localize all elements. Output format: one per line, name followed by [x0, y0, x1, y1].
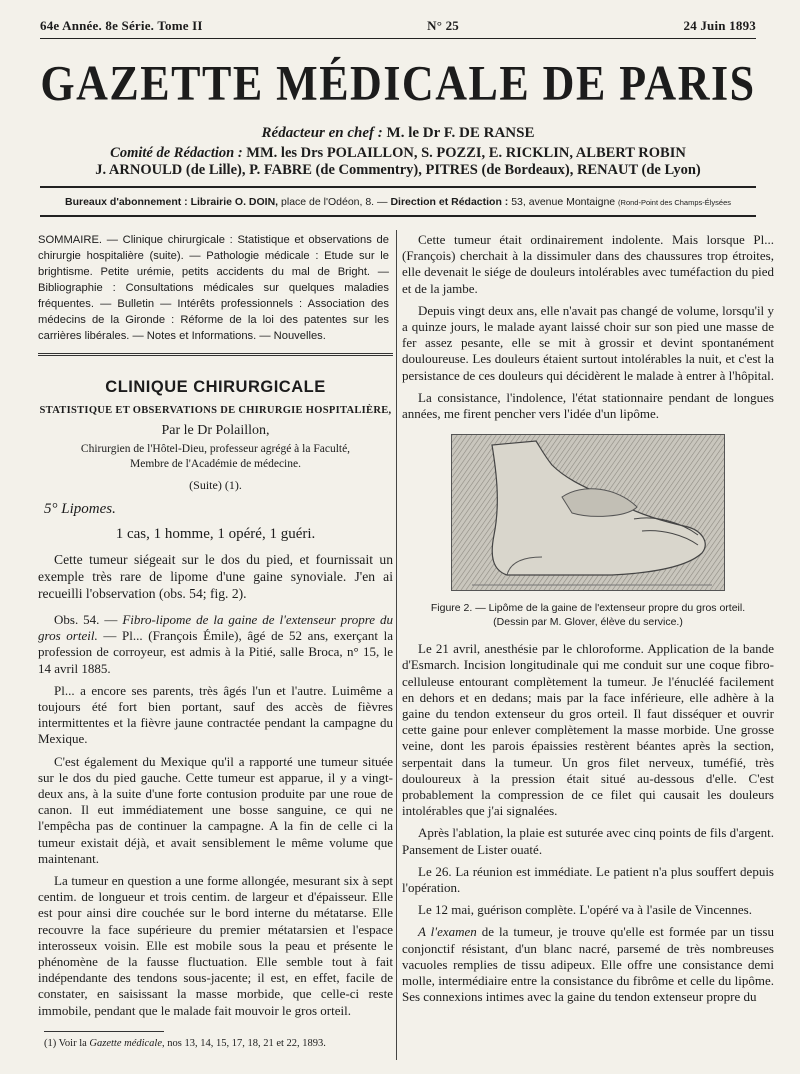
editor-label: Rédacteur en chef :	[261, 125, 383, 141]
paragraph-rest: de la tumeur, je trouve qu'elle est formée par un tissu conjonctif résistant, d'un blanc nacré, parsemé de très nombreuses vacuoles remplies de tissu adipeux. Elle offre une consistance demi molle, intermédiaire entre la consistance du fibrôme et celle du lipôme. Ses connexions intimes avec la gaine du tendon extenseur propre du	[402, 924, 774, 1005]
footnote-rule	[44, 1031, 164, 1032]
committee-label: Comité de Rédaction :	[110, 145, 243, 161]
observation-heading	[38, 612, 393, 677]
observation-text: — Pl... (François Émile), âgé de 52 ans, exerçant la profession de corroyeur, est admis à la Pitié, salle Broca, n° 15, le 14 avril 1885.	[38, 628, 393, 676]
figure-caption-line-2: (Dessin par M. Glover, élève du service.)	[493, 616, 683, 629]
paragraph: Cette tumeur était ordinairement indolente. Mais lorsque Pl... (François) cherchait à la dissimuler dans des chaussures trop étroites, elle devenait le siége de douleurs intolérables avec tuméfaction du pied et de la jambe.	[402, 232, 774, 296]
summary-rule-2	[38, 355, 393, 356]
subsection-heading	[38, 501, 393, 518]
article-title: STATISTIQUE ET OBSERVATIONS DE CHIRURGIE HOSPITALIÈRE,	[39, 405, 392, 416]
issue-date: 24 Juin 1893	[683, 18, 756, 33]
right-body	[402, 641, 774, 1005]
paragraph: Depuis vingt deux ans, elle n'avait pas changé de volume, lorsqu'il y a quinze jours, le malade ayant laissé choir sur son pied une masse de fer assez pesante, elle se mit à grossir et devint spontanément douloureuse. Les douleurs étaient surtout intolérables la nuit, et c'est la persistance de ces douleurs qui décidèrent le malade à entrer à l'hôpital.	[402, 302, 774, 383]
summary-rule	[38, 353, 393, 354]
bureaux-direction: Direction et Rédaction :	[390, 196, 509, 208]
left-body	[38, 551, 393, 1019]
left-column	[38, 232, 393, 1050]
paragraph: Le 12 mai, guérison complète. L'opéré va à l'asile de Vincennes.	[418, 902, 752, 918]
section-title: CLINIQUE CHIRURGICALE	[105, 378, 326, 396]
observation-label: Obs. 54. —	[54, 612, 118, 627]
bureaux-avenue: 53, avenue Montaigne	[508, 196, 619, 208]
issue-number: N° 25	[427, 18, 460, 33]
figure-caption-line-1: Figure 2. — Lipôme de la gaine de l'extenseur propre du gros orteil.	[430, 602, 746, 615]
summary-box: SOMMAIRE. — Clinique chirurgicale : Statistique et observations de chirurgie hospitalière (suite). — Pathologie médicale : Etude sur le brightisme. Petite urémie, petits accidents du mal de Bright. — Bibliographie : Consultations médicales sur quelques maladies fréquentes. — Bulletin — Intérêts professionnels : Association des médecins de la Gironde : Réforme de la loi des patentes sur les carrières libérales. — Notes et Informations. — Nouvelles.	[38, 234, 389, 342]
footnote-prefix: (1) Voir la	[44, 1037, 90, 1049]
foot-illustration	[451, 434, 725, 591]
intro-paragraph: Cette tumeur siégeait sur le dos du pied, et fournissait un exemple très rare de lipome d'une gaine synoviale. J'en ai recueilli l'observation (obs. 54; fig. 2).	[38, 552, 393, 601]
paragraph: La tumeur en question a une forme allongée, mesurant six à sept centim. de longueur et trois centim. de largeur et d'épaisseur. Elle est pour ainsi dire couchée sur le bord interne du métatarse. Elle recouvre la face supérieure du premier métatarsien et l'espace interosseux voisin. Elle est mobile sous la peau et présente le phénomène de la fausse fluctuation. Elle semble tout à fait indépendante des tendons sous-jacente; il est, en effet, facile de constater, en saisissant la masse morbide, que celle-ci reste immobile, pendant que le malade fait mouvoir le gros orteil.	[38, 873, 393, 1018]
footnote-issues: , nos 13, 14, 15, 17, 18, 21 et 22, 1893.	[162, 1037, 326, 1049]
figure-caption	[402, 601, 774, 629]
footnote-journal: Gazette médicale	[89, 1037, 163, 1049]
paragraph: Après l'ablation, la plaie est suturée avec cinq points de fils d'argent. Pansement de Lister ouaté.	[402, 825, 774, 857]
bureaux-rule	[40, 215, 756, 217]
case-stats: 1 cas, 1 homme, 1 opéré, 1 guéri.	[115, 526, 316, 542]
paragraph-lead: A l'examen	[418, 924, 477, 940]
bureaux-address: place de l'Odéon, 8. —	[278, 196, 391, 208]
bureaux-line	[40, 196, 756, 208]
header-rule	[40, 38, 756, 39]
paragraph: Le 21 avril, anesthésie par le chloroforme. Application de la bande d'Esmarch. Incision longitudinale qui me conduit sur une coque fibro-celluleuse entourant complètement la tumeur. Je l'énucléé facilement en dehors et en dedans; mais par la face inférieure, elle adhère à la gaine du tendon extenseur du gros orteil. Il faut disséquer et ouvrir cette gaine pour enlever complètement la masse morbide. Une grosse veine, dont les parois épaissies restèrent béantes après la section, serpentait dans la tumeur. Un gros filet nerveux, tuméfié, très douloureux à la pression était situé au-dessous d'elle. C'est probablement la compression de ce filet qui causait les douleurs intolérables que j'ai signalées.	[402, 641, 774, 819]
committee-members-1: MM. les Drs POLAILLON, S. POZZI, E. RICKLIN, ALBERT ROBIN	[246, 145, 686, 161]
committee-line-2: J. ARNOULD (de Lille), P. FABRE (de Commentry), PITRES (de Bordeaux), RENAUT (de Lyon)	[95, 162, 701, 178]
footnote	[38, 1037, 393, 1050]
paragraph: Le 26. La réunion est immédiate. Le patient n'a plus souffert depuis l'opération.	[402, 863, 774, 896]
foot-drawing	[452, 435, 725, 591]
suite-note: (Suite) (1).	[189, 478, 242, 492]
issue-line	[40, 18, 756, 34]
issue-volume: 64e Année. 8e Série. Tome II	[40, 18, 203, 33]
paragraph: Pl... a encore ses parents, très âgés l'un et l'autre. Luimême a toujours été fort bien portant, sauf des accès de fièvres intermittentes et la fièvre jaune contractée pendant la campagne du Mexique.	[38, 682, 393, 747]
masthead-title: GAZETTE MÉDICALE DE PARIS	[40, 56, 756, 111]
subsection-heading-text: 5° Lipomes.	[44, 501, 116, 517]
paragraph	[402, 924, 774, 1005]
bureaux-rond-point: (Rond-Point des Champs-Élysées	[618, 198, 732, 207]
paragraph: C'est également du Mexique qu'il a rapporté une tumeur située sur le dos du pied gauche. Cette tumeur est apparue, il y a vingt-deux ans, à la suite d'une forte contusion produite par une roue de canon. Il eut immédiatement une bosse sanguine, ce qui ne l'empêcha pas de continuer la campagne. A la fin de celle ci la tumeur existait déjà, et avait sensiblement le même volume que maintenant.	[38, 753, 393, 866]
right-column	[402, 232, 774, 1006]
article-byline: Par le Dr Polaillon,	[161, 423, 270, 438]
column-divider	[396, 230, 397, 1060]
editor-line	[40, 125, 756, 142]
author-affiliation-2: Membre de l'Académie de médecine.	[130, 458, 301, 470]
masthead-rule	[40, 186, 756, 188]
committee-line-1	[40, 145, 756, 162]
author-affiliation-1: Chirurgien de l'Hôtel-Dieu, professeur agrégé à la Faculté,	[80, 443, 351, 455]
editor-name: M. le Dr F. DE RANSE	[386, 125, 535, 141]
observation-title: Fibro-lipome de la gaine de l'extenseur propre du gros orteil.	[38, 612, 394, 644]
paragraph: La consistance, l'indolence, l'état stationnaire pendant de longues années, me firent pencher vers l'idée d'un lipôme.	[402, 389, 774, 422]
bureaux-subscription: Bureaux d'abonnement : Librairie O. DOIN,	[64, 196, 279, 208]
